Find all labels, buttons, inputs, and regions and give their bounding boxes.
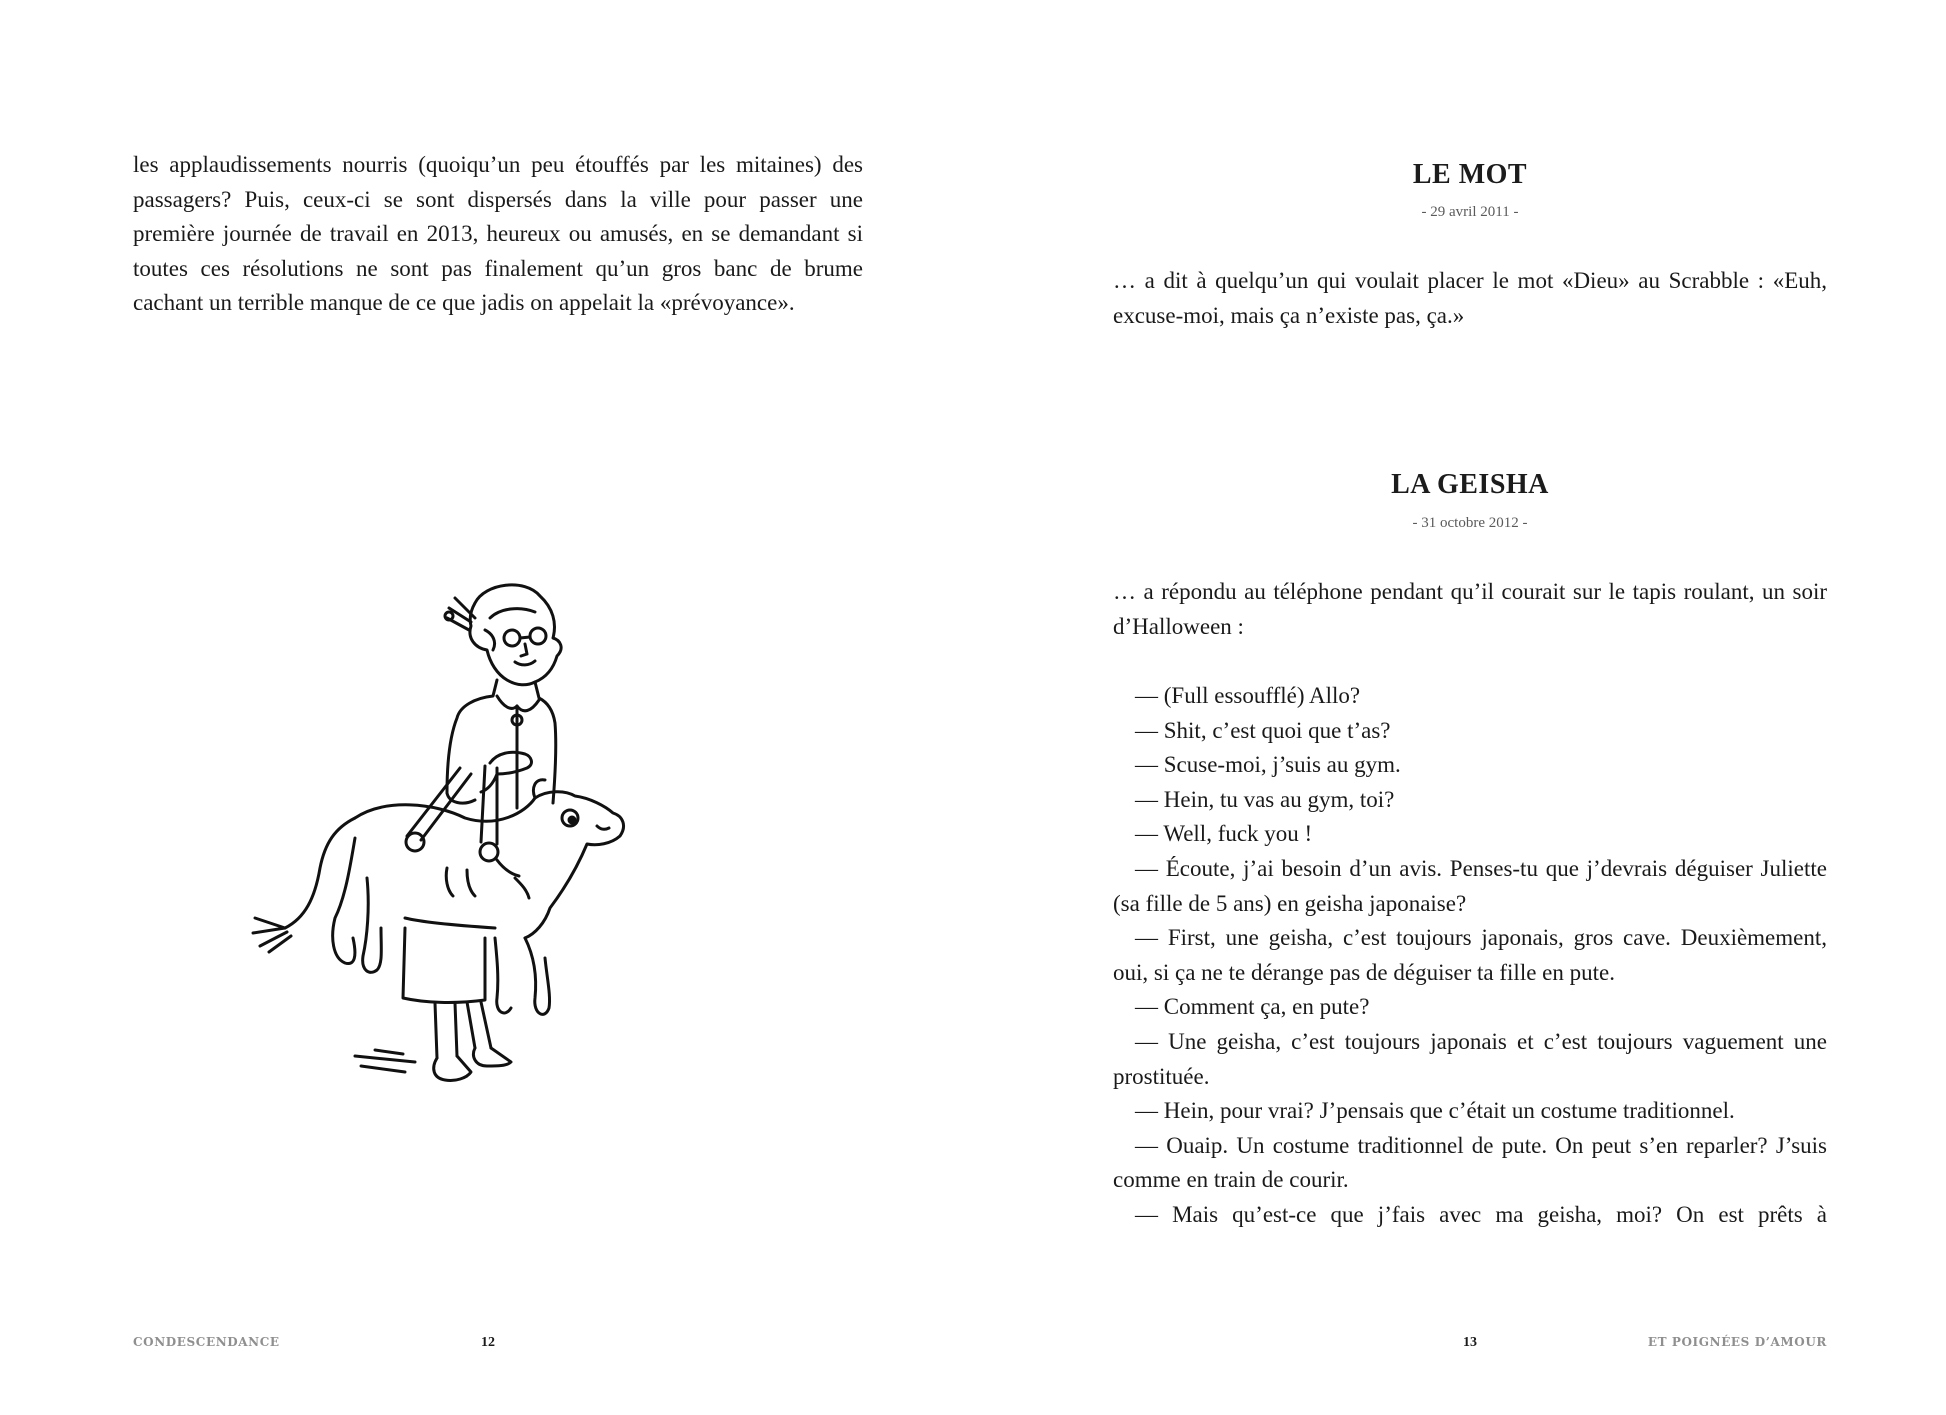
page-number-right: 13: [1463, 1335, 1477, 1350]
running-head-left: CONDESCENDANCE: [133, 1335, 280, 1349]
section-title: LA GEISHA: [1391, 469, 1549, 500]
dialogue-line: — Hein, pour vrai? J’pensais que c’était un costume traditionnel.: [1135, 1098, 1735, 1124]
dialogue-line: — Écoute, j’ai besoin d’un avis. Penses-tu que j’devrais déguiser Juliette (sa fille de 5 ans) en geisha japonaise?: [1113, 855, 1827, 916]
dialogue-line: — First, une geisha, c’est toujours japonais, gros cave. Deuxièmement, oui, si ça ne te dérange pas de déguiser ta fille en pute.: [1113, 925, 1827, 985]
section-body: [1113, 264, 1827, 333]
dialogue: [1113, 679, 1827, 1233]
paragraph: les applaudissements nourris (quoiqu’un peu étouffés par les mitaines) des passagers? Puis, ceux-ci se sont dispersés dans la ville pour passer une première journée de travail en 2013, heureux ou amusés, en se demandant si toutes ces résolutions ne sont pas finalement qu’un gros banc de brume cachant un terrible manque de ce que jadis on appelait la «prévoyance».: [133, 152, 863, 316]
section-title: LE MOT: [1412, 159, 1528, 190]
dialogue-line: — Mais qu’est-ce que j’fais avec ma geisha, moi? On est prêts à: [1135, 1201, 1827, 1227]
dialogue-line: — Ouaip. Un costume traditionnel de pute. On peut s’en reparler? J’suis comme en train de courir.: [1113, 1132, 1827, 1193]
woman-with-calf-illustration: [235, 578, 655, 1108]
dialogue-line: — Comment ça, en pute?: [1135, 994, 1370, 1020]
section-body: [1113, 575, 1827, 644]
left-page-text: [133, 148, 863, 321]
dialogue-line: — Well, fuck you !: [1135, 821, 1313, 847]
section-date: - 31 octobre 2012 -: [1412, 515, 1528, 531]
page-number-left: 12: [481, 1335, 495, 1350]
woman-body: [447, 680, 556, 808]
section-body-text: … a dit à quelqu’un qui voulait placer le mot «Dieu» au Scrabble : «Euh, excuse-moi, mais ça n’existe pas, ça.»: [1113, 268, 1827, 328]
right-page: [973, 0, 1946, 1415]
section-body-text: … a répondu au téléphone pendant qu’il courait sur le tapis roulant, un soir d’Halloween :: [1113, 579, 1827, 639]
dialogue-line: — Scuse-moi, j’suis au gym.: [1135, 752, 1401, 778]
dialogue-line: — Une geisha, c’est toujours japonais et c’est toujours vaguement une prostituée.: [1113, 1028, 1827, 1089]
woman-head: [445, 585, 561, 685]
dialogue-line: — Shit, c’est quoi que t’as?: [1135, 717, 1391, 743]
running-head-right: ET POIGNÉES D’AMOUR: [1647, 1335, 1827, 1349]
section-date: - 29 avril 2011 -: [1421, 204, 1519, 220]
dialogue-line: — Hein, tu vas au gym, toi?: [1135, 786, 1395, 812]
dialogue-line: — (Full essoufflé) Allo?: [1135, 683, 1361, 708]
woman-legs: [355, 928, 511, 1081]
